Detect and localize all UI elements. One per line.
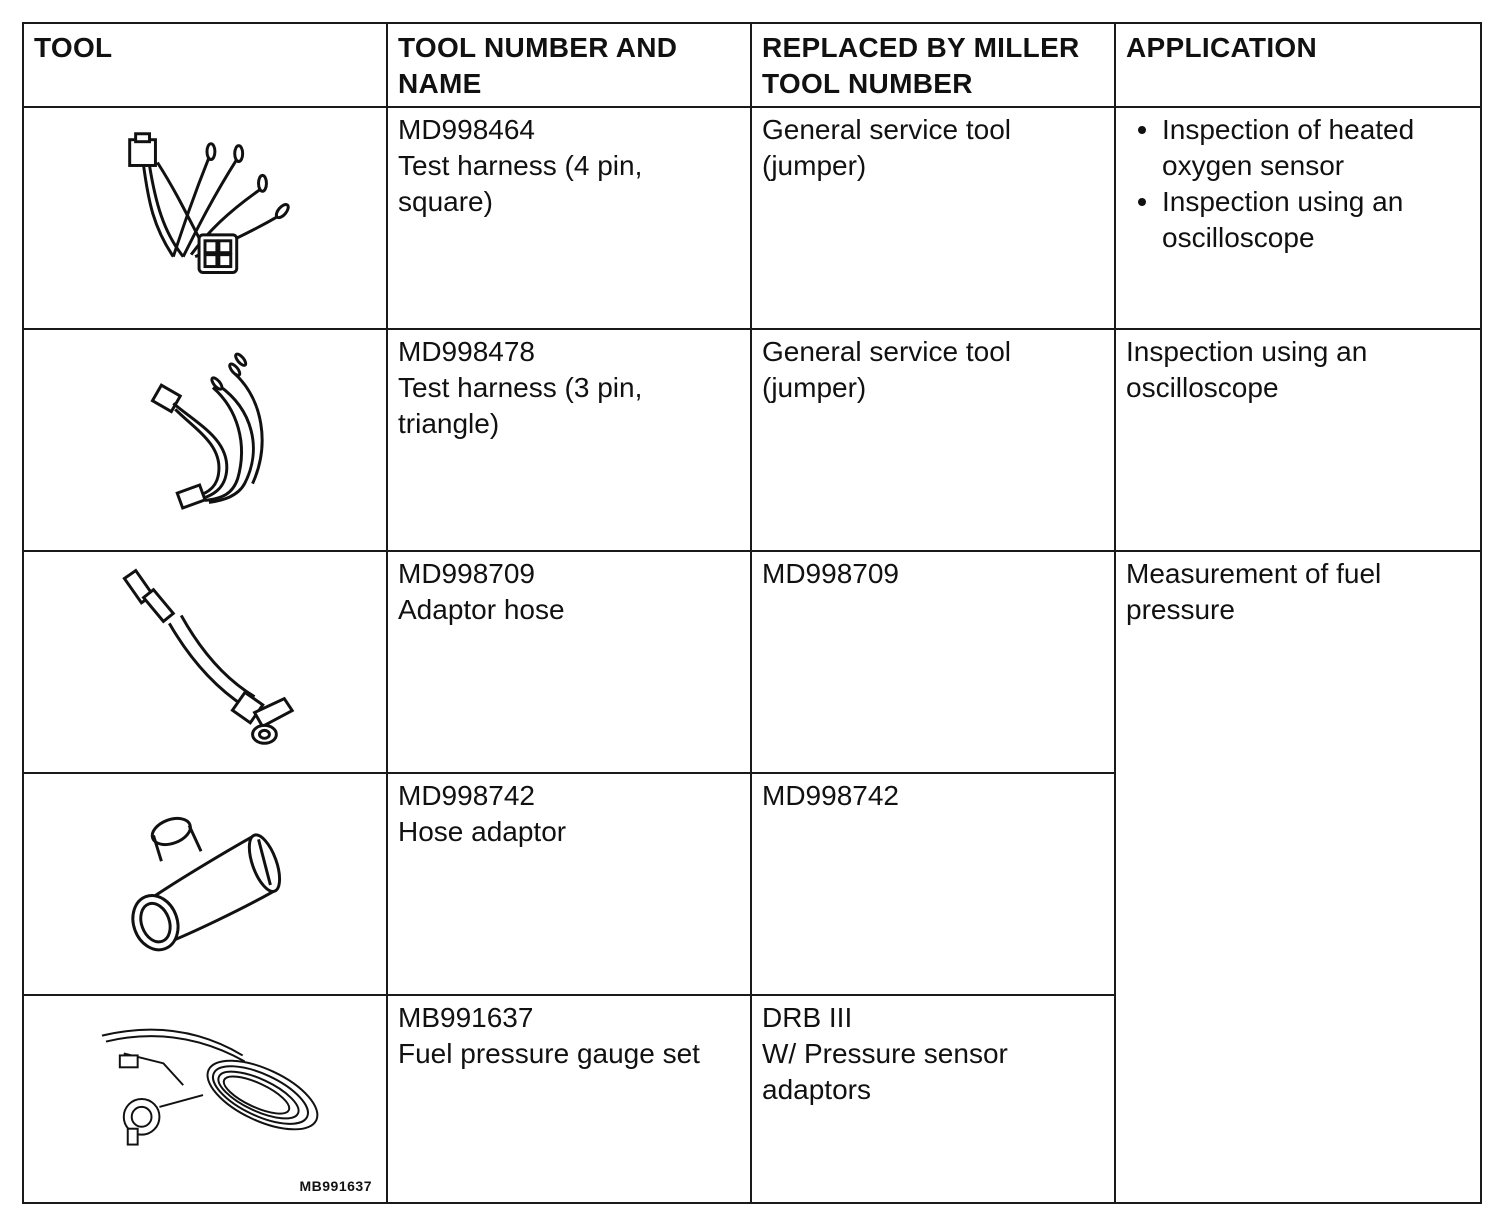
test-harness-triangle-icon	[24, 330, 386, 550]
tool-name: Fuel pressure gauge set	[398, 1038, 700, 1069]
list-item: Inspection of heated oxygen sensor	[1126, 112, 1470, 184]
replaced-by: General service tool (jumper)	[751, 107, 1115, 329]
replaced-by: General service tool (jumper)	[751, 329, 1115, 551]
tool-name: Hose adaptor	[398, 816, 567, 847]
tool-image-cell	[23, 995, 387, 1203]
tool-name: Test harness (4 pin,	[398, 150, 643, 181]
tool-number: MD998464	[398, 114, 535, 145]
header-tool-number-and-name: TOOL NUMBER AND NAME	[387, 23, 751, 107]
tool-number: MD998478	[398, 336, 535, 367]
adaptor-hose-icon	[24, 552, 386, 772]
list-item: Inspection using an oscilloscope	[1126, 184, 1470, 256]
tool-image-cell	[23, 551, 387, 773]
application	[1115, 107, 1481, 329]
table-row	[23, 551, 1481, 773]
tool-image-cell	[23, 329, 387, 551]
table-row	[23, 107, 1481, 329]
tool-number-and-name	[387, 329, 751, 551]
header-row	[23, 23, 1481, 107]
tool-number: MB991637	[398, 1002, 534, 1033]
tool-number: MD998709	[398, 558, 535, 589]
tool-name: square)	[398, 186, 493, 217]
hose-adaptor-icon	[24, 774, 386, 994]
fuel-pressure-gauge-icon	[24, 996, 386, 1202]
replaced-by: MD998709	[751, 551, 1115, 773]
table-row	[23, 329, 1481, 551]
application: Measurement of fuel pressure	[1115, 551, 1481, 1203]
header-application: APPLICATION	[1115, 23, 1481, 107]
tool-number-and-name	[387, 995, 751, 1203]
tool-image-cell	[23, 107, 387, 329]
application-list	[1126, 112, 1470, 256]
tool-number-and-name	[387, 107, 751, 329]
tool-number-and-name	[387, 551, 751, 773]
application: Inspection using an oscilloscope	[1115, 329, 1481, 551]
test-harness-square-icon	[24, 108, 386, 328]
tool-number-and-name	[387, 773, 751, 995]
tool-name: Test harness (3 pin,	[398, 372, 643, 403]
header-tool: TOOL	[23, 23, 387, 107]
tool-image-cell	[23, 773, 387, 995]
tool-name: Adaptor hose	[398, 594, 565, 625]
replaced-by: DRB III W/ Pressure sensor adaptors	[751, 995, 1115, 1203]
image-caption: MB991637	[299, 1178, 372, 1194]
tool-number: MD998742	[398, 780, 535, 811]
replaced-by: MD998742	[751, 773, 1115, 995]
header-replaced-by: REPLACED BY MILLER TOOL NUMBER	[751, 23, 1115, 107]
tool-name: triangle)	[398, 408, 500, 439]
special-tools-table	[22, 22, 1482, 1204]
